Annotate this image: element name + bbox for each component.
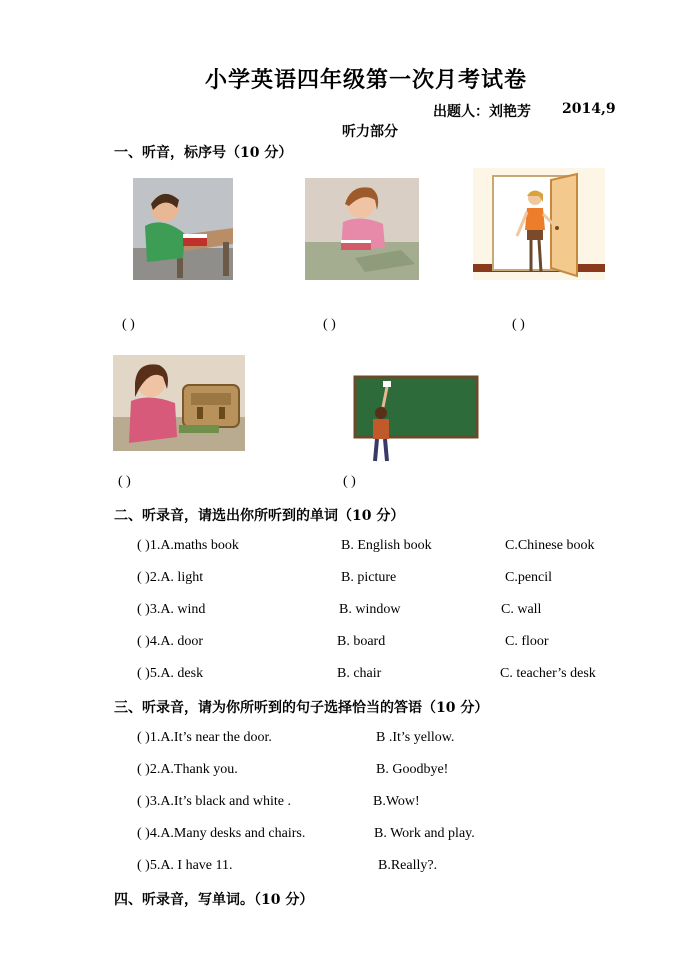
answer-blank[interactable]: ( )	[343, 474, 356, 489]
section-4-heading: 四、听录音，写单词。（10 分）	[114, 892, 314, 908]
option-b: B. English book	[341, 538, 432, 553]
option-b: B.Wow!	[373, 794, 420, 809]
author-label: 出题人：刘艳芳	[433, 104, 531, 120]
answer-blank[interactable]: ( )	[118, 474, 131, 489]
date-label: 2014,9	[562, 101, 616, 117]
option-c: C.Chinese book	[505, 538, 595, 553]
girl-opening-door-illustration	[473, 168, 605, 280]
option-b: B. window	[339, 602, 401, 617]
boy-cleaning-blackboard-illustration	[353, 373, 480, 465]
question-3-4: ( )4.A.Many desks and chairs.	[137, 826, 306, 841]
option-c: C. wall	[501, 602, 542, 617]
answer-blank[interactable]: ( )	[512, 317, 525, 332]
option-c: C. floor	[505, 634, 549, 649]
question-3-3: ( )3.A.It’s black and white .	[137, 794, 291, 809]
question-2-4: ( )4.A. door	[137, 634, 204, 649]
girl-opening-schoolbag-illustration	[113, 355, 245, 451]
boy-with-book-at-desk-illustration	[133, 178, 233, 280]
option-b: B. board	[337, 634, 386, 649]
option-b: B. Work and play.	[374, 826, 475, 841]
question-2-2: ( )2.A. light	[137, 570, 204, 585]
option-b: B .It’s yellow.	[376, 730, 455, 745]
section-3-heading: 三、听录音，请为你所听到的句子选择恰当的答语（10 分）	[114, 700, 489, 716]
section-1-heading: 一、听音，标序号（10 分）	[114, 145, 293, 161]
option-c: C.pencil	[505, 570, 553, 585]
question-3-1: ( )1.A.It’s near the door.	[137, 730, 272, 745]
option-b: B.Really?.	[378, 858, 438, 873]
option-c: C. teacher’s desk	[500, 666, 596, 681]
option-b: B. Goodbye!	[376, 762, 449, 777]
question-3-2: ( )2.A.Thank you.	[137, 762, 238, 777]
girl-with-book-at-desk-illustration	[305, 178, 419, 280]
answer-blank[interactable]: ( )	[122, 317, 135, 332]
answer-blank[interactable]: ( )	[323, 317, 336, 332]
question-2-5: ( )5.A. desk	[137, 666, 204, 681]
question-3-5: ( )5.A. I have 11.	[137, 858, 233, 873]
option-b: B. chair	[337, 666, 382, 681]
option-b: B. picture	[341, 570, 397, 585]
section-2-heading: 二、听录音，请选出你所听到的单词（10 分）	[114, 508, 405, 524]
page-title: 小学英语四年级第一次月考试卷	[205, 67, 528, 93]
question-2-1: ( )1.A.maths book	[137, 538, 239, 553]
question-2-3: ( )3.A. wind	[137, 602, 206, 617]
part-subtitle: 听力部分	[342, 124, 398, 140]
